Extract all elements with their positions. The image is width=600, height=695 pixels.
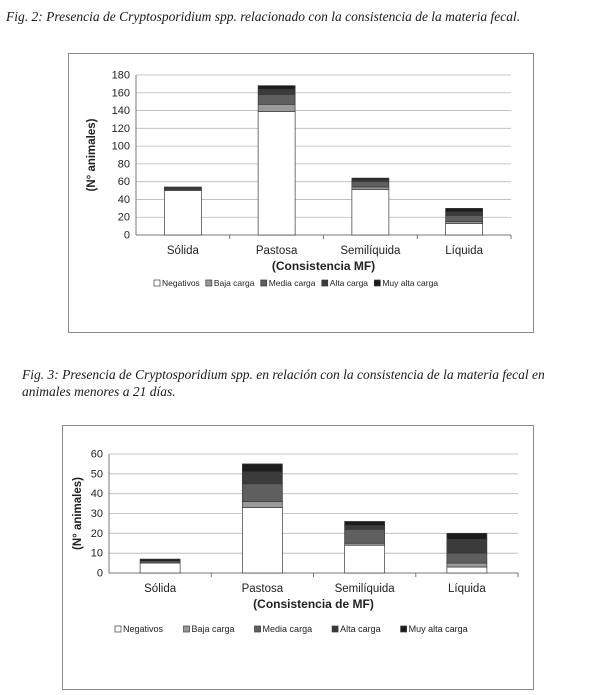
fig2-bar-liquida-muy-alta-carga [446, 208, 483, 212]
fig2-bar-semiliquida-media-carga [352, 182, 389, 187]
fig2-legend-swatch-baja-carga [206, 280, 212, 286]
fig2-bar-pastosa-muy-alta-carga [258, 86, 295, 90]
fig3-legend-label-alta-carga: Alta carga [340, 624, 381, 634]
fig3-bar-pastosa-baja-carga [242, 502, 282, 508]
fig2-bar-pastosa-media-carga [258, 95, 295, 105]
fig2-legend-swatch-muy-alta-carga [374, 280, 380, 286]
fig2-legend-label-media-carga: Media carga [268, 278, 316, 288]
fig2-bar-semiliquida-negativos [352, 190, 389, 235]
fig2-legend-swatch-alta-carga [322, 280, 328, 286]
fig2-bar-pastosa-negativos [258, 111, 295, 235]
fig2-legend-label-negativos: Negativos [162, 278, 200, 288]
fig2-legend-swatch-negativos [154, 280, 160, 286]
fig2-legend-swatch-media-carga [261, 280, 267, 286]
fig3-x-tick-label: Líquida [448, 583, 486, 595]
fig3-legend-swatch-negativos [115, 626, 121, 632]
fig2-bar-solida-negativos [164, 191, 201, 235]
fig3-bar-solida-muy-alta-carga [140, 559, 180, 561]
fig2-y-tick-label: 180 [111, 69, 130, 82]
fig3-bar-liquida-media-carga [447, 553, 487, 563]
fig2-x-axis-title: (Consistencia MF) [271, 259, 376, 273]
fig3-bar-liquida-muy-alta-carga [447, 533, 487, 539]
figure-3-caption: Fig. 3: Presencia de Cryptosporidium spp. en relación con la consistencia de la materia fecal en animales menores a 21 días. [22, 367, 545, 399]
fig2-y-tick-label: 160 [111, 87, 130, 100]
fig3-bar-semiliquida-media-carga [345, 529, 385, 543]
fig3-y-tick-label: 50 [90, 468, 103, 481]
fig3-bar-pastosa-media-carga [242, 484, 282, 502]
fig2-y-tick-label: 140 [111, 105, 130, 118]
fig3-legend-label-baja-carga: Baja carga [191, 624, 235, 634]
fig3-bar-liquida-negativos [447, 567, 487, 573]
fig2-x-tick-label: Sólida [166, 245, 199, 257]
fig3-legend-label-media-carga: Media carga [262, 624, 313, 634]
fig2-y-tick-label: 20 [117, 211, 130, 224]
fig2-y-tick-label: 100 [111, 140, 130, 153]
fig2-y-tick-label: 40 [117, 193, 130, 206]
fig3-bar-liquida-alta-carga [447, 539, 487, 553]
fig3-y-tick-label: 30 [90, 508, 103, 520]
fig2-bar-liquida-negativos [446, 223, 483, 235]
fig3-legend-label-muy-alta-carga: Muy alta carga [408, 624, 468, 634]
fig2-y-tick-label: 80 [117, 158, 130, 171]
figure-3-chart-frame [62, 425, 534, 690]
fig3-bar-semiliquida-negativos [345, 545, 385, 573]
fig3-x-tick-label: Sólida [144, 583, 177, 595]
fig2-bar-pastosa-alta-carga [258, 89, 295, 94]
fig3-x-tick-label: Pastosa [241, 583, 284, 595]
fig2-bar-liquida-media-carga [446, 215, 483, 221]
fig3-legend-swatch-baja-carga [184, 626, 190, 632]
figure-3-chart [63, 426, 533, 689]
fig2-bar-liquida-alta-carga [446, 212, 483, 216]
fig3-y-tick-label: 0 [96, 567, 103, 580]
fig3-bar-solida-negativos [140, 563, 180, 573]
fig2-y-tick-label: 0 [123, 229, 130, 242]
figure-2-chart [69, 54, 533, 332]
fig3-bar-pastosa-alta-carga [242, 472, 282, 484]
fig3-y-tick-label: 10 [90, 547, 103, 560]
fig2-y-axis-title: (N° animales) [86, 118, 98, 192]
fig2-bar-pastosa-baja-carga [258, 104, 295, 111]
fig3-bar-semiliquida-alta-carga [345, 525, 385, 529]
fig3-legend-swatch-muy-alta-carga [401, 626, 407, 632]
fig3-x-axis-title: (Consistencia de MF) [253, 597, 374, 611]
fig2-bar-semiliquida-baja-carga [352, 187, 389, 190]
fig2-legend-label-alta-carga: Alta carga [329, 278, 369, 288]
fig3-y-tick-label: 60 [90, 448, 103, 461]
fig2-x-tick-label: Semilíquida [340, 245, 401, 257]
fig3-bar-semiliquida-muy-alta-carga [345, 521, 385, 525]
fig2-y-tick-label: 120 [111, 122, 130, 135]
fig3-y-tick-label: 20 [90, 527, 103, 540]
fig3-bar-liquida-baja-carga [447, 563, 487, 567]
fig3-y-axis-title: (N° animales) [72, 477, 84, 550]
fig2-bar-solida-muy-alta-carga [164, 187, 201, 188]
fig2-y-tick-label: 60 [117, 176, 130, 189]
fig2-legend-label-muy-alta-carga: Muy alta carga [382, 278, 439, 288]
fig3-legend-swatch-alta-carga [332, 626, 338, 632]
fig2-x-tick-label: Pastosa [255, 245, 298, 257]
fig3-bar-pastosa-negativos [242, 508, 282, 573]
figure-2-chart-frame [68, 53, 534, 333]
fig2-x-tick-label: Líquida [445, 245, 483, 257]
fig3-bar-pastosa-muy-alta-carga [242, 464, 282, 472]
fig2-legend-label-baja-carga: Baja carga [213, 278, 255, 288]
fig3-legend-label-negativos: Negativos [123, 624, 164, 634]
fig3-x-tick-label: Semilíquida [334, 583, 395, 595]
fig3-y-tick-label: 40 [90, 488, 103, 501]
fig2-bar-semiliquida-muy-alta-carga [352, 178, 389, 180]
fig3-legend-swatch-media-carga [255, 626, 261, 632]
figure-2-caption: Fig. 2: Presencia de Cryptosporidium spp. relacionado con la consistencia de la materia fecal. [6, 9, 521, 24]
